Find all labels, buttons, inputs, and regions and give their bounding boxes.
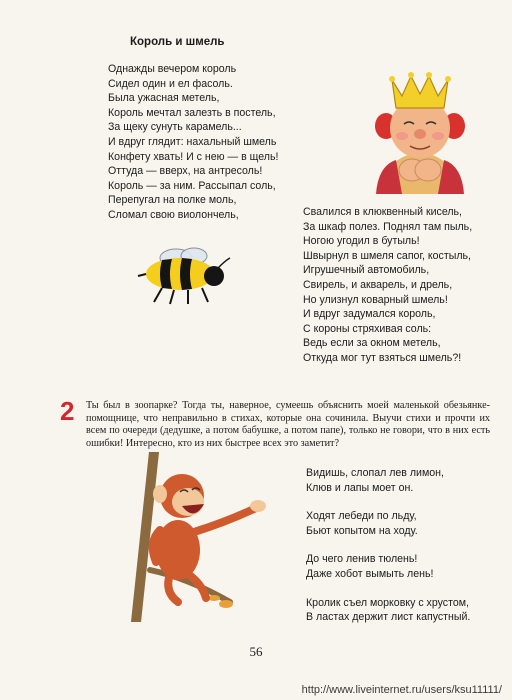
stanza — [306, 466, 470, 495]
poem-line: Видишь, слопал лев лимон, — [306, 467, 444, 479]
poem-part-1 — [108, 62, 278, 223]
poem-line: Свалился в клюквенный кисель, — [303, 206, 463, 218]
stanza — [306, 596, 470, 625]
poem-line: Король — за ним. Рассыпал соль, — [108, 179, 276, 192]
poem-line: И вдруг задумался король, — [303, 308, 436, 321]
poem-line: Сломал свою виолончель, — [108, 208, 239, 221]
poem-line: Клюв и лапы моет он. — [306, 481, 414, 494]
poem-line: С короны стряхивая соль: — [303, 322, 432, 335]
poem-line: Швырнул в шмеля сапог, костыль, — [303, 249, 471, 262]
poem-line: Ходят лебеди по льду, — [306, 510, 417, 523]
poem-line: Была ужасная метель, — [108, 92, 220, 105]
poem-line: Но улизнул коварный шмель! — [303, 293, 448, 306]
poem-line: За щеку сунуть карамель... — [108, 121, 242, 134]
watermark-url: http://www.liveinternet.ru/users/ksu11111/ — [301, 684, 502, 696]
stanza — [306, 509, 470, 538]
poem-line: Откуда мог тут взяться шмель?! — [303, 351, 462, 364]
page-number: 56 — [249, 644, 263, 659]
poem-line: Игрушечный автомобиль, — [303, 264, 430, 277]
poem-line: Однажды вечером король — [108, 63, 237, 75]
stanza — [306, 552, 470, 581]
poem-line: За шкаф полез. Поднял там пыль, — [303, 220, 473, 233]
poem-line: В ластах держит лист капустный. — [306, 611, 471, 624]
poem-line: Сидел один и ел фасоль. — [108, 77, 233, 90]
bumblebee-illustration — [132, 240, 232, 308]
king-illustration — [368, 70, 472, 198]
poem-line: Бьют копытом на ходу. — [306, 524, 418, 537]
poem-line: Даже хобот вымыть лень! — [306, 567, 434, 580]
poem-title: Король и шмель — [130, 36, 225, 48]
task-text: Ты был в зоопарке? Тогда ты, наверное, сумеешь объяснить моей маленькой обезьянке-помощнице, что неправильно в стихах, которые она сочинила. Выучи стихи и прочти их всем по очереди (дедушке, а потом бабушке, а потом папе), только не говори, что в них есть ошибки! Интересно, кто из них быстрее всех это заметит? — [86, 400, 490, 449]
task-number: 2 — [60, 396, 75, 426]
poem-line: Конфету хвать! И с нею — в щель! — [108, 150, 279, 163]
poem-part-3 — [306, 466, 470, 639]
monkey-illustration — [118, 452, 278, 622]
poem-line: И вдруг глядит: нахальный шмель — [108, 135, 277, 148]
poem-line: Ведь если за окном метель, — [303, 337, 441, 350]
poem-line: Оттуда — вверх, на антресоль! — [108, 165, 263, 178]
poem-line: До чего ленив тюлень! — [306, 553, 418, 566]
poem-line: Кролик съел морковку с хрустом, — [306, 596, 469, 609]
poem-line: Ногою угодил в бутыль! — [303, 235, 420, 248]
poem-line: Свирель, и акварель, и дрель, — [303, 278, 453, 291]
poem-part-2 — [303, 205, 472, 366]
poem-line: Перепугал на полке моль, — [108, 194, 237, 207]
poem-line: Король мечтал залезть в постель, — [108, 106, 276, 119]
